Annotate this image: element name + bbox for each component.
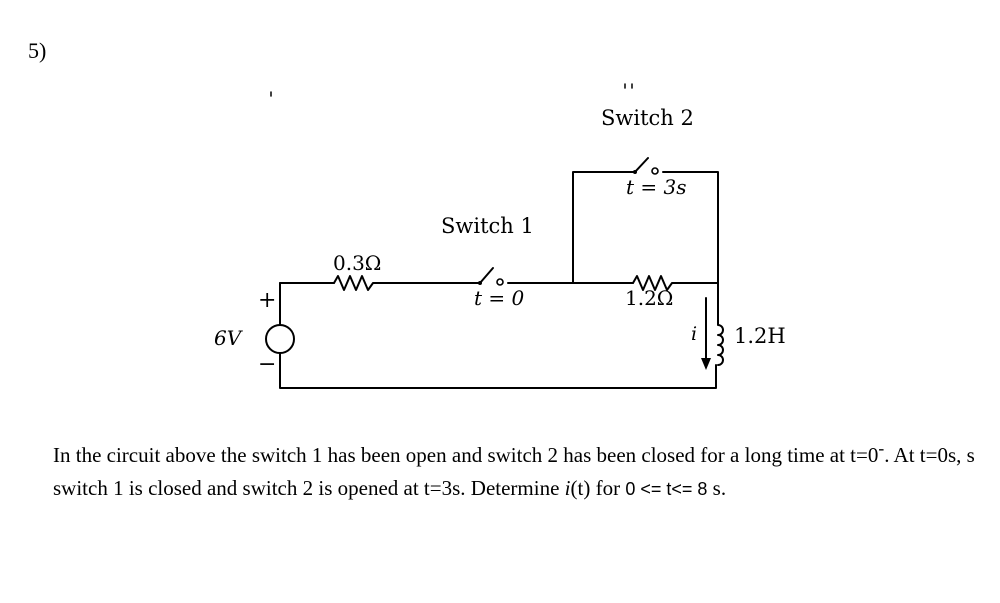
- problem-text-2: . At t=0s, s switch 1 is closed and switch 2 is opened at t=3s. Determine: [53, 443, 975, 500]
- switch1-pivot: [478, 281, 482, 285]
- current-arrow-head: [701, 358, 711, 370]
- wire-bottom: [280, 353, 716, 388]
- switch2-title: Switch 2: [601, 106, 694, 130]
- inductor: [718, 283, 723, 365]
- current-label: i: [691, 323, 698, 345]
- switch-1: [480, 268, 493, 283]
- problem-superscript: -: [878, 438, 885, 458]
- switch1-contact: [497, 279, 503, 285]
- r2-label: 1.2Ω: [625, 286, 674, 310]
- switch1-title: Switch 1: [441, 214, 534, 238]
- problem-range: 0 <= t<= 8: [625, 479, 708, 499]
- inductor-label: 1.2H: [734, 324, 786, 348]
- problem-variable: i: [564, 476, 571, 500]
- problem-text-3: (t) for: [570, 476, 626, 500]
- voltage-source: [266, 325, 294, 353]
- switch2-pivot: [633, 170, 637, 174]
- source-minus-sign: −: [258, 352, 277, 377]
- problem-text-4: s.: [707, 476, 727, 500]
- switch-2: [635, 158, 648, 172]
- problem-statement: [53, 432, 983, 506]
- problem-text-1: In the circuit above the switch 1 has been open and switch 2 has been closed for a long time at t=0: [53, 443, 879, 467]
- resistor-r1: [334, 276, 382, 290]
- source-label: 6V: [214, 326, 242, 350]
- source-plus-sign: +: [258, 288, 277, 313]
- switch2-time: t = 3s: [626, 175, 687, 199]
- question-number: 5): [28, 38, 47, 63]
- switch1-time: t = 0: [474, 286, 525, 310]
- switch2-contact: [652, 168, 658, 174]
- stray-mark: [625, 84, 632, 88]
- r1-label: 0.3Ω: [333, 251, 382, 275]
